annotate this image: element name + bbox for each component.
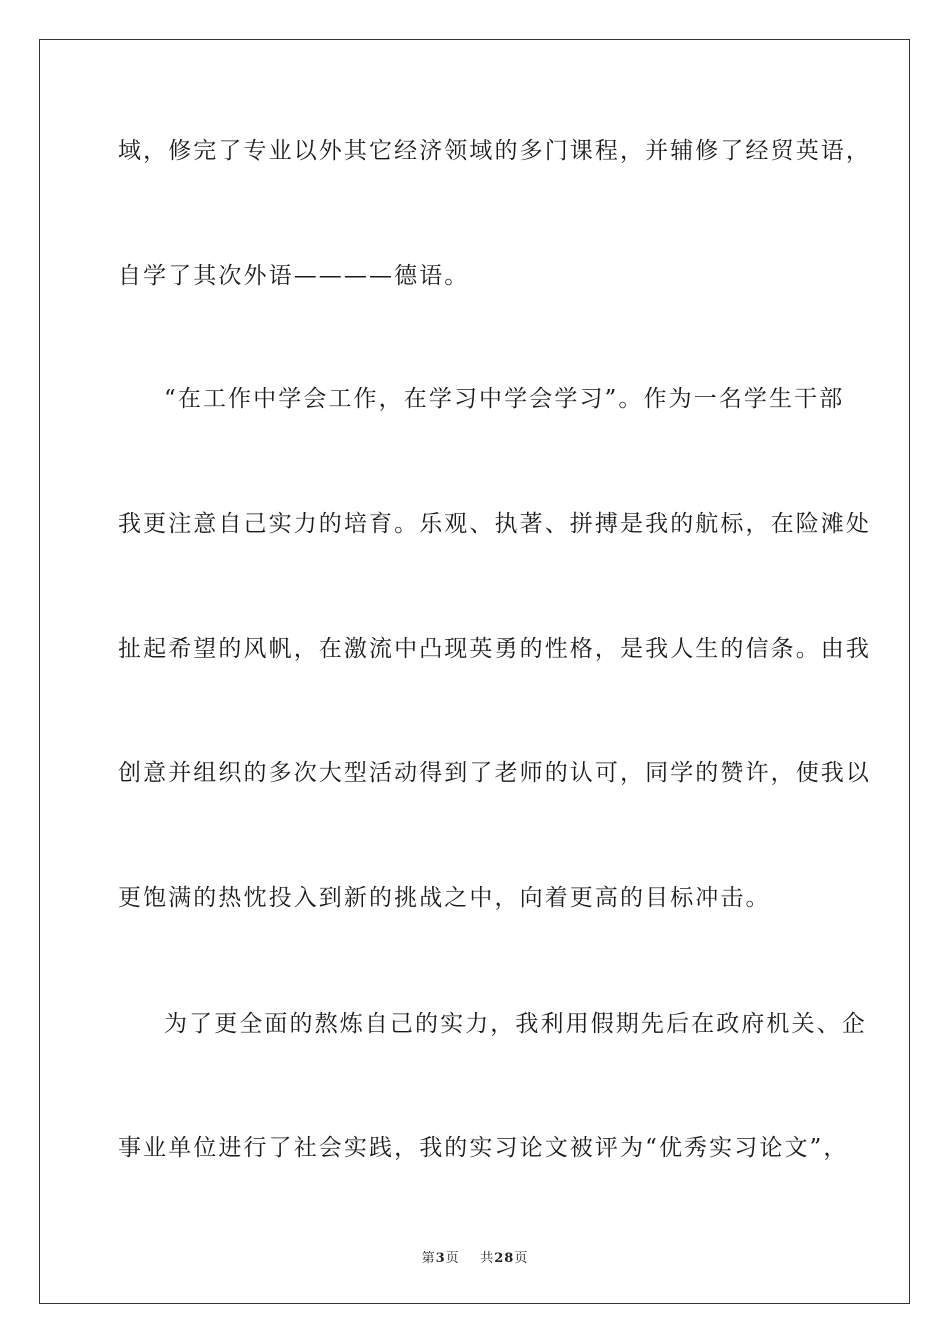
body-line-1: 域，修完了专业以外其它经济领域的多门课程，并辅修了经贸英语， bbox=[118, 138, 871, 164]
page-suffix: 页 bbox=[445, 1251, 460, 1266]
total-suffix: 页 bbox=[514, 1251, 529, 1266]
page-footer bbox=[0, 1247, 950, 1266]
body-line-7: 更饱满的热忱投入到新的挑战之中，向着更高的目标冲击。 bbox=[118, 885, 771, 911]
body-line-6: 创意并组织的多次大型活动得到了老师的认可，同学的赞许，使我以 bbox=[118, 760, 871, 786]
body-line-3: “在工作中学会工作，在学习中学会学习”。作为一名学生干部 bbox=[164, 386, 845, 412]
page-frame bbox=[39, 39, 910, 1304]
page-prefix: 第 bbox=[421, 1251, 436, 1266]
total-prefix: 共 bbox=[480, 1251, 495, 1266]
total-pages: 28 bbox=[494, 1251, 515, 1266]
body-line-9: 事业单位进行了社会实践，我的实习论文被评为“优秀实习论文”， bbox=[118, 1135, 849, 1161]
body-line-4: 我更注意自己实力的培育。乐观、执著、拼搏是我的航标，在险滩处 bbox=[118, 511, 871, 537]
body-line-5: 扯起希望的风帆，在激流中凸现英勇的性格，是我人生的信条。由我 bbox=[118, 636, 871, 662]
page-number: 3 bbox=[435, 1251, 446, 1266]
body-line-2: 自学了其次外语————德语。 bbox=[118, 263, 470, 289]
body-line-8: 为了更全面的熬炼自己的实力，我利用假期先后在政府机关、企 bbox=[164, 1011, 867, 1037]
